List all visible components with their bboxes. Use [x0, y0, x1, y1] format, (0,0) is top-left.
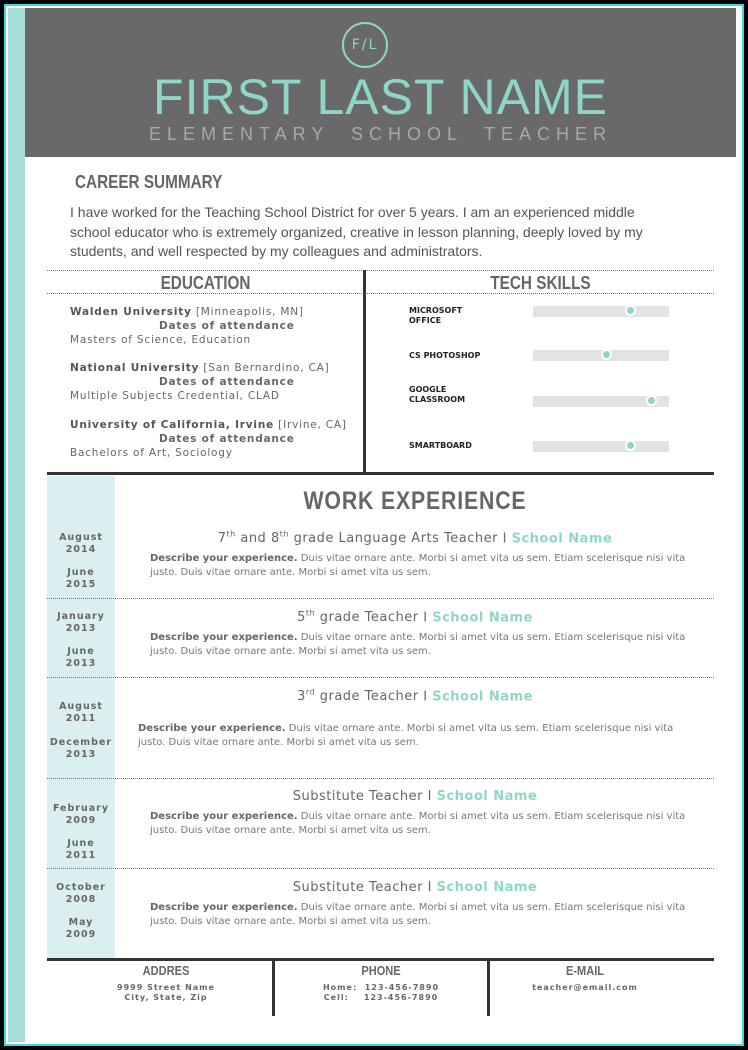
education-item [70, 305, 304, 347]
separator: I [418, 610, 433, 626]
school-name: National University [70, 362, 200, 374]
job-divider [47, 868, 714, 869]
skill-label: CS PHOTOSHOP [409, 351, 481, 360]
school-location: [Irvine, CA] [278, 419, 347, 431]
job-entry [115, 688, 715, 749]
job-role: Substitute Teacher [292, 789, 423, 804]
job-description [115, 722, 695, 749]
email-text[interactable]: teacher@email.com [532, 983, 638, 992]
skill-bar [533, 306, 669, 317]
education-heading: EDUCATION [160, 273, 251, 293]
description-text: Duis vitae ornare ante. Morbi si amet vita us sem. Etiam scelerisque nisi vita justo. Duis vitae ornare ante. Morbi si amet vita us sem. [150, 553, 686, 578]
education-item [70, 418, 347, 460]
address-text [60, 983, 272, 1003]
home-phone: Home: 123-456-7890 [322, 983, 440, 992]
job-description [115, 552, 695, 579]
work-experience-heading: WORK EXPERIENCE [303, 487, 527, 515]
column-divider [363, 270, 366, 473]
school-location: [Minneapolis, MN] [195, 306, 304, 318]
education-item [70, 361, 329, 403]
description-text: Duis vitae ornare ante. Morbi si amet vita us sem. Etiam scelerisque nisi vita justo. Duis vitae ornare ante. Morbi si amet vita us sem. [150, 902, 686, 927]
end-date: June 2013 [65, 646, 97, 669]
school-name: School Name [432, 689, 533, 705]
address-line: City, State, Zip [124, 993, 208, 1002]
job-role: 3rd grade Teacher [297, 688, 419, 705]
job-title [115, 530, 715, 546]
school-name: School Name [432, 610, 533, 626]
description-text: Duis vitae ornare ante. Morbi si amet vita us sem. Etiam scelerisque nisi vita justo. Duis vitae ornare ante. Morbi si amet vita us sem. [150, 632, 686, 657]
tech-skills-heading: TECH SKILLS [490, 273, 591, 293]
name-title: FIRST LAST NAME [153, 69, 608, 125]
degree: Bachelors of Art, Sociology [70, 447, 233, 459]
school-name: School Name [511, 531, 613, 547]
school-location: [San Bernardino, CA] [203, 362, 330, 374]
start-date: August 2014 [59, 532, 103, 555]
job-description [115, 810, 695, 837]
attendance-dates: Dates of attendance [159, 433, 295, 445]
job-entry [115, 789, 715, 837]
skill-label: MICROSOFT OFFICE [409, 306, 463, 325]
cell-phone: Cell: 123-456-7890 [323, 993, 439, 1002]
job-divider [47, 598, 714, 599]
skill-bar [533, 350, 669, 361]
separator: I [422, 880, 437, 895]
skill-bar [533, 441, 669, 452]
career-summary-text: I have worked for the Teaching School District for over 5 years. I am an experienced middle school educator who is extremely organized, creative in lesson planning, deeply loved by my students, and well respected by my colleagues and administrators. [70, 204, 643, 259]
skill-level-knob [646, 395, 657, 406]
skill-level-knob [625, 440, 636, 451]
separator: I [497, 531, 512, 547]
description-lead: Describe your experience. [150, 632, 298, 644]
start-date: February 2009 [52, 803, 110, 826]
description-lead: Describe your experience. [150, 553, 298, 565]
monogram-logo: F/L [342, 22, 388, 68]
job-divider [47, 778, 714, 779]
end-date: December 2013 [49, 737, 113, 760]
start-date: August 2011 [59, 701, 103, 724]
attendance-dates: Dates of attendance [159, 376, 295, 388]
job-entry [115, 530, 715, 579]
school-name: School Name [436, 880, 538, 895]
section-rule [47, 958, 714, 961]
divider [47, 270, 714, 271]
job-title [115, 880, 715, 895]
job-subtitle: ELEMENTARY SCHOOL TEACHER [148, 124, 613, 144]
career-summary-heading: CAREER SUMMARY [75, 172, 223, 192]
end-date: June 2015 [65, 567, 97, 590]
separator: I [418, 689, 433, 705]
end-date: May 2009 [65, 917, 97, 940]
start-date: October 2008 [56, 882, 106, 905]
job-entry [115, 609, 715, 658]
description-lead: Describe your experience. [150, 811, 298, 822]
skill-bar [533, 396, 669, 407]
school-name: Walden University [70, 306, 192, 318]
email-heading: E-MAIL [565, 963, 605, 978]
accent-strip [8, 8, 25, 1042]
skill-label: GOOGLE CLASSROOM [409, 385, 466, 404]
skill-label: SMARTBOARD [409, 441, 472, 450]
address-heading: ADDRES [142, 963, 190, 978]
job-role: 5th grade Teacher [297, 609, 419, 626]
phone-heading: PHONE [361, 963, 401, 978]
description-lead: Describe your experience. [138, 723, 286, 735]
skill-level-knob [601, 349, 612, 360]
job-title [115, 609, 715, 625]
description-lead: Describe your experience. [150, 902, 298, 913]
degree: Multiple Subjects Credential, CLAD [70, 390, 280, 402]
job-entry [115, 880, 715, 928]
separator: I [422, 789, 437, 804]
start-date: January 2013 [57, 611, 105, 634]
end-date: June 2011 [65, 838, 97, 861]
job-description [115, 901, 695, 928]
job-divider [47, 677, 714, 678]
degree: Masters of Science, Education [70, 334, 251, 346]
skill-level-knob [625, 305, 636, 316]
job-role: 7th and 8th grade Language Arts Teacher [217, 530, 498, 547]
school-name: School Name [436, 789, 538, 804]
description-text: Duis vitae ornare ante. Morbi si amet vita us sem. Etiam scelerisque nisi vita justo. Duis vitae ornare ante. Morbi si amet vita us sem. [150, 811, 686, 836]
job-title [115, 688, 715, 704]
attendance-dates: Dates of attendance [159, 320, 295, 332]
job-description [115, 631, 695, 658]
job-title [115, 789, 715, 804]
phone-text [275, 983, 487, 1003]
address-line: 9999 Street Name [117, 983, 215, 992]
description-text: Duis vitae ornare ante. Morbi si amet vita us sem. Etiam scelerisque nisi vita justo. Duis vitae ornare ante. Morbi si amet vita us sem. [138, 723, 674, 748]
job-role: Substitute Teacher [292, 880, 423, 895]
section-rule [47, 472, 714, 475]
school-name: University of California, Irvine [70, 419, 275, 431]
